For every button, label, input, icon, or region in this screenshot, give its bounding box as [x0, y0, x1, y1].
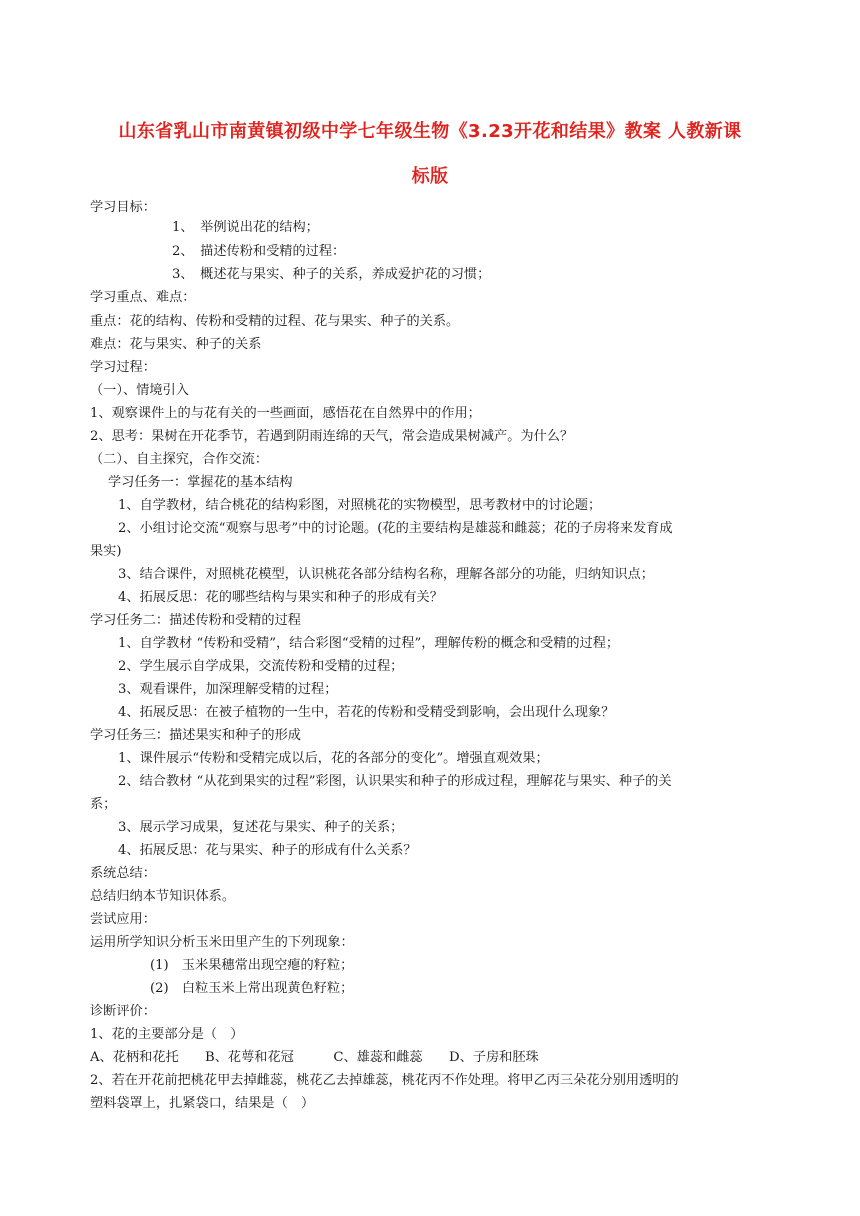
objective-item-3: 3、 概述花与果实、种子的关系，养成爱护花的习惯； — [172, 267, 491, 282]
question-2-continued: 塑料袋罩上，扎紧袋口，结果是（ ） — [90, 1096, 315, 1111]
task-item: 1、课件展示“传粉和受精完成以后，花的各部分的变化”。增强直观效果； — [118, 751, 549, 766]
task-heading-1: 学习任务一：掌握花的基本结构 — [108, 475, 293, 490]
document-title-line-1: 山东省乳山市南黄镇初级中学七年级生物《3.23开花和结果》教案 人教新课 — [118, 121, 742, 142]
question-1-options: A、花柄和花托 B、花萼和花冠 C、雄蕊和雌蕊 D、子房和胚珠 — [90, 1050, 539, 1065]
task-item-continued: 果实) — [90, 544, 122, 559]
task-item-continued: 系； — [90, 797, 117, 812]
task-item: 3、展示学习成果，复述花与果实、种子的关系； — [118, 820, 404, 835]
key-point-text: 重点：花的结构、传粉和受精的过程、花与果实、种子的关系。 — [90, 314, 460, 329]
paragraph-line: 2、思考：果树在开花季节，若遇到阴雨连绵的天气，常会造成果树减产。为什么？ — [90, 429, 574, 444]
section-heading-objectives: 学习目标： — [90, 200, 156, 215]
application-item-2: (2) 白粒玉米上常出现黄色籽粒； — [150, 981, 354, 996]
task-item: 3、结合课件，对照桃花模型，认识桃花各部分结构名称，理解各部分的功能，归纳知识点； — [118, 567, 654, 582]
task-heading-2: 学习任务二：描述传粉和受精的过程 — [90, 613, 301, 628]
question-2: 2、若在开花前把桃花甲去掉雌蕊，桃花乙去掉雄蕊，桃花丙不作处理。将甲乙丙三朵花分别用透明的 — [90, 1073, 679, 1088]
task-item: 2、结合教材 “从花到果实的过程”彩图，认识果实和种子的形成过程，理解花与果实、种子的关 — [118, 774, 672, 789]
summary-text: 总结归纳本节知识体系。 — [90, 889, 236, 904]
task-item: 4、拓展反思：在被子植物的一生中，若花的传粉和受精受到影响，会出现什么现象？ — [118, 705, 615, 720]
objective-item-1: 1、 举例说出花的结构； — [172, 220, 319, 235]
section-heading-assessment: 诊断评价： — [90, 1004, 156, 1019]
task-item: 2、学生展示自学成果，交流传粉和受精的过程； — [118, 659, 404, 674]
application-item-1: (1) 玉米果穗常出现空瘪的籽粒； — [150, 958, 354, 973]
objective-item-2: 2、 描述传粉和受精的过程： — [172, 244, 346, 259]
subheading-explore: （二）、自主探究，合作交流： — [90, 452, 269, 467]
application-text: 运用所学知识分析玉米田里产生的下列现象： — [90, 935, 354, 950]
section-heading-summary: 系统总结： — [90, 866, 156, 881]
paragraph-line: 1、观察课件上的与花有关的一些画面，感悟花在自然界中的作用； — [90, 406, 481, 421]
task-item: 4、拓展反思：花与果实、种子的形成有什么关系？ — [118, 843, 417, 858]
question-1: 1、花的主要部分是（ ） — [90, 1027, 244, 1042]
task-item: 1、自学教材 “传粉和受精”，结合彩图“受精的过程”，理解传粉的概念和受精的过程； — [118, 636, 620, 651]
task-item: 1、自学教材，结合桃花的结构彩图，对照桃花的实物模型，思考教材中的讨论题； — [118, 498, 602, 513]
section-heading-application: 尝试应用： — [90, 912, 156, 927]
task-item: 3、观看课件，加深理解受精的过程； — [118, 682, 338, 697]
task-heading-3: 学习任务三：描述果实和种子的形成 — [90, 728, 301, 743]
task-item: 4、拓展反思：花的哪些结构与果实和种子的形成有关？ — [118, 590, 443, 605]
document-title-line-2: 标版 — [411, 166, 449, 187]
section-heading-process: 学习过程： — [90, 360, 156, 375]
difficult-point-text: 难点：花与果实、种子的关系 — [90, 337, 262, 352]
task-item: 2、小组讨论交流“观察与思考”中的讨论题。(花的主要结构是雄蕊和雌蕊；花的子房将来发育成 — [118, 521, 673, 536]
section-heading-key-points: 学习重点、难点： — [90, 290, 196, 305]
subheading-intro: （一）、情境引入 — [90, 383, 189, 398]
